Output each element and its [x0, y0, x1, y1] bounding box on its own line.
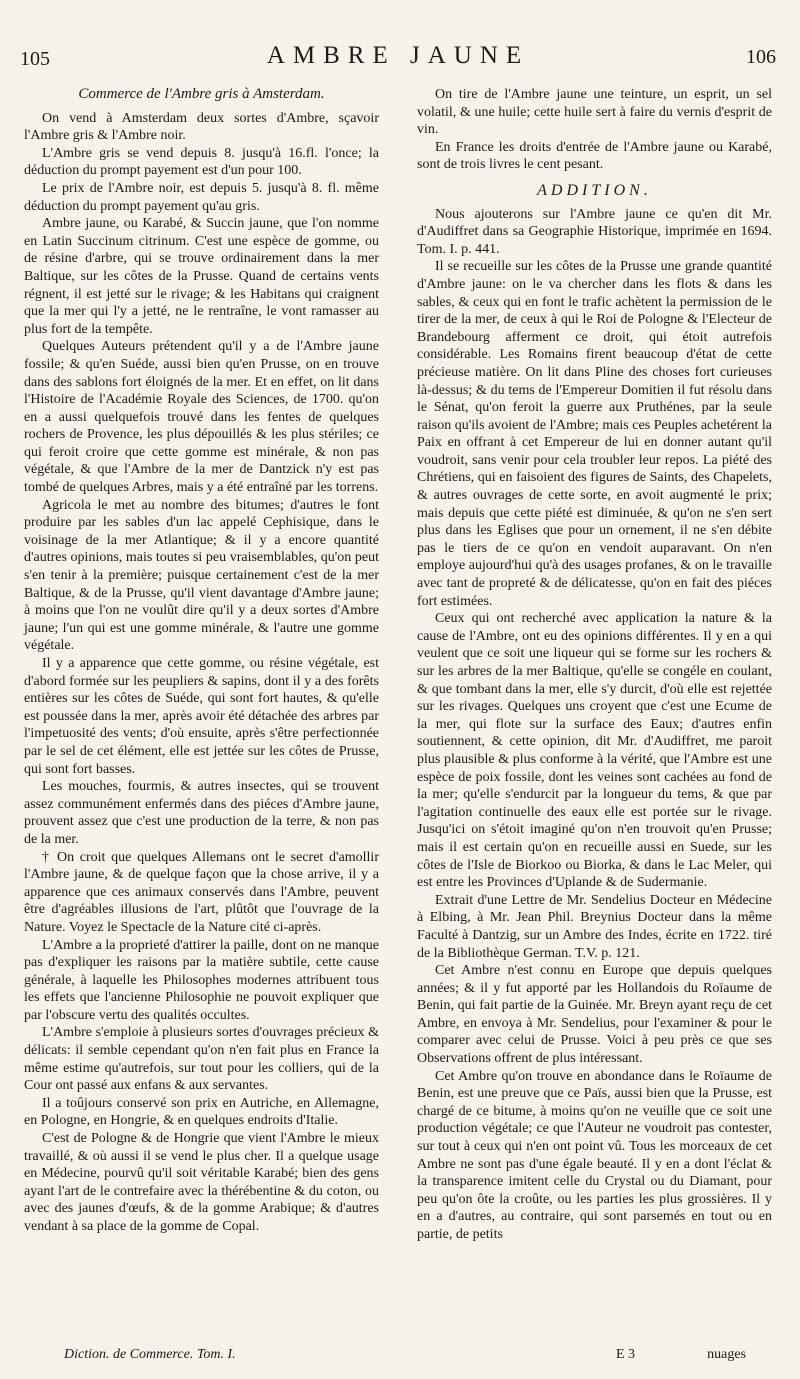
left-column: [24, 86, 379, 1236]
addition-heading: ADDITION.: [537, 181, 652, 199]
paragraph: Il se recueille sur les côtes de la Prusse une grande quantité d'Ambre jaune: on le va chercher dans les flots & dans les sables, & ceux qui en font le trafic achètent la permission de le tirer de la mer, de ceux à qui le Roi de Pologne & l'Electeur de Brandebourg afferment ce droit, qui étoit autrefois considérable. Les Romains firent beaucoup d'état de cette précieuse matière. On lit dans Pline des choses fort curieuses là-dessus; & du tems de l'Empereur Domitien il fut résolu dans le Sénat, qu'on feroit la guerre aux Pruthénes, par la seule raison qu'ils avoient de l'Ambre; mais ces Peuples achetérent la Paix en offrant à cet Empereur de lui en donner autant qu'il voudroit, sans venir pour cela troubler leur repos. La piété des Chrétiens, qui en faisoient des figures de Saints, des Chapelets, & autres ouvrages de cette sorte, en avoit augmenté le prix; mais depuis que cette piété est diminuée, & qu'on ne s'en sert plus dans les Eglises que pour un ornement, il ne s'en débite pas le tiers de ce qu'on en vendoit auparavant. On n'en employe aujourd'hui qu'à des usages profanes, & on le travaille avec tant de propreté & de délicatesse, qu'on en fait des piéces fort estimées.: [417, 259, 772, 609]
paragraph: Agricola le met au nombre des bitumes; d'autres le font produire par les sables d'un lac appelé Cephisique, dans le voisinage de la mer Atlantique; & il y a encore quantité d'autres opinions, mais toutes si peu vraisemblables, qu'on peut s'en tenir à la première; puisque certainement c'est de la mer Baltique, & de la Prusse, qu'il vient davantage d'Ambre jaune; à moins que l'on ne voulût dire qu'il y a deux sortes d'Ambre jaune; l'un qui est une gomme minérale, & l'autre une gomme végétale.: [24, 497, 379, 654]
running-title: AMBRE JAUNE: [266, 42, 530, 69]
paragraph: † On croit que quelques Allemans ont le secret d'amollir l'Ambre jaune, & de quelque façon que la chose arrive, il y a apparence que ces animaux conservés dans l'Ambre, peuvent être d'agréables illusions de l'art, plûtôt que l'ouvrage de la Nature. Voyez le Spectacle de la Nature cité ci-après.: [24, 849, 379, 935]
paragraph: Les mouches, fourmis, & autres insectes, qui se trouvent assez communément enfermés dans des piéces d'Ambre jaune, prouvent assez que c'est une production de la terre, & non pas de la mer.: [24, 779, 379, 847]
paragraph: Extrait d'une Lettre de Mr. Sendelius Docteur en Médecine à Elbing, à Mr. Jean Phil. Breynius Docteur dans la même Faculté à Dantzig, sur un Ambre des Indes, écrite en 1722. tiré de la Bibliothèque German. T.V. p. 121.: [417, 892, 772, 961]
footer-source: Diction. de Commerce. Tom. I.: [64, 1347, 236, 1362]
paragraph: L'Ambre s'emploie à plusieurs sortes d'ouvrages précieux & délicats: il semble cependant qu'on n'en fait plus en France la même estime qu'autrefois, sur tout pour les colliers, qui de la Cour ont passé aux enfans & aux servantes.: [24, 1025, 379, 1094]
catchword: nuages: [707, 1347, 746, 1362]
paragraph: Cet Ambre qu'on trouve en abondance dans le Roïaume de Benin, est une preuve que ce Païs, aussi bien que la Prusse, est chargé de ce bitume, à moins qu'on ne veuille que ce soit une production végétale; ce que l'Auteur ne voudroit pas contester, sur tout à ceux qui n'en ont point vû. Tous les morceaux de cet Ambre ne sont pas d'une égale beauté. Il y en a dont l'éclat & la transparence imitent celle du Crystal ou du Diamant, pour peu qu'on ôte la croûte, ou les parties les plus grossières. Il y en a d'autres, au contraire, qui sont parsemés en tout ou en partie, de petits: [417, 1068, 772, 1242]
running-header: [20, 36, 776, 74]
paragraph: On tire de l'Ambre jaune une teinture, un esprit, un sel volatil, & une huile; cette huile sert à faire du vernis d'esprit de vin.: [417, 87, 772, 138]
paragraph: Nous ajouterons sur l'Ambre jaune ce qu'en dit Mr. d'Audiffret dans sa Geographie Historique, imprimée en 1694. Tom. I. p. 441.: [417, 206, 772, 257]
signature-mark: E 3: [616, 1347, 636, 1362]
paragraph: Quelques Auteurs prétendent qu'il y a de l'Ambre jaune fossile; & qu'en Suéde, aussi bien qu'en Prusse, on en trouve dans des sablons fort éloignés de la mer. Et en effet, on lit dans l'Histoire de l'Académie Royale des Sciences, de 1700. qu'on en a aussi quelquefois trouvé dans les fentes de quelques rochers de Provence, les plus dépouillés & les plus stériles; ce qui feroit croire que cette gomme est minérale, & non pas végétale, & que l'Ambre de la mer de Dantzick n'y est pas tombé de quelques Arbres, mais y a été entraîné par les torrens.: [24, 339, 379, 496]
paragraph: C'est de Pologne & de Hongrie que vient l'Ambre le mieux travaillé, & où aussi il se vend le plus cher. Il a quelque usage en Médecine, pourvû qu'il soit véritable Karabé; bien des gens ayant l'art de le contrefaire avec la thérébentine & du coton, ou avec des jaunes d'œufs, & de la gomme Arabique; & d'autres vendant à sa place de la gomme de Copal.: [24, 1131, 379, 1234]
paragraph: Il a toûjours conservé son prix en Autriche, en Allemagne, en Pologne, en Hongrie, & en quelques endroits d'Italie.: [24, 1095, 379, 1129]
paragraph: L'Ambre gris se vend depuis 8. jusqu'à 16.fl. l'once; la déduction du prompt payement est d'un pour 100.: [24, 145, 379, 179]
paragraph: Ceux qui ont recherché avec application la nature & la cause de l'Ambre, ont eu des opinions différentes. Il y en a qui veulent que ce soit une liqueur qui se forme sur les rochers & sur les arbres de la mer Baltique, qu'elle se congéle en coulant, & que tombant dans la mer, elle s'y durcit, d'où elle est rejettée sur les rivages. Quelques uns croyent que c'est une Ecume de la mer, qui flote sur la surface des Eaux; d'autres enfin soutiennent, & cette opinion, dit Mr. d'Audiffret, me paroit plus plausible & plus conforme à la vérité, que l'Ambre est une espèce de poix fossile, dont les veines sont cachées au fond de la mer; qu'elle s'endurcit par la longueur du tems, & que par l'agitation continuelle des eaux elle est portée sur le rivage. Jusqu'ici on s'étoit imaginé qu'on n'en trouvoit qu'en Prusse; mais il est certain qu'on en recueille aussi en Suede, sur les côtes de l'Isle de Biorkoo ou Biorka, & dans le Lac Meler, qui est entre les Provinces d'Uplande & de Sudermanie.: [417, 611, 772, 891]
paragraph: L'Ambre a la proprieté d'attirer la paille, dont on ne manque pas d'expliquer les raisons par la matière subtile, cette cause générale, à laquelle les Philosophes modernes attribuent tous les effets que l'ancienne Philosophie ne pouvoit expliquer que par l'obscure vertu des qualités occultes.: [24, 937, 379, 1023]
paragraph: Le prix de l'Ambre noir, est depuis 5. jusqu'à 8. fl. même déduction du prompt payement qu'au gris.: [24, 180, 379, 214]
right-column: [417, 86, 772, 1244]
paragraph: Cet Ambre n'est connu en Europe que depuis quelques années; & il y fut apporté par les Hollandois du Roïaume de Benin, qui fait partie de la Guinée. Mr. Breyn ayant reçu de cet Ambre, en envoya à Mr. Sendelius, pour l'examiner & pour le comparer avec celui de Prusse. Voici à peu près ce que ses Observations offrent de plus intéressant.: [417, 963, 772, 1067]
paragraph: Il y a apparence que cette gomme, ou résine végétale, est d'abord formée sur les peupliers & sapins, dont il y a des forêts entières sur les côtes de Suéde, qui sont fort hautes, & qu'elle est poussée dans la mer, après avoir été détachée des arbres par l'impetuosité des vents; d'où ensuite, après s'être perfectionnée par le sel de cet élément, elle est jettée sur les côtes de Prusse, qui sont fort basses.: [24, 656, 379, 777]
paragraph: En France les droits d'entrée de l'Ambre jaune ou Karabé, sont de trois livres le cent pesant.: [417, 139, 772, 173]
paragraph: On vend à Amsterdam deux sortes d'Ambre, sçavoir l'Ambre gris & l'Ambre noir.: [24, 110, 379, 144]
paragraph: Ambre jaune, ou Karabé, & Succin jaune, que l'on nomme en Latin Succinum citrinum. C'est une espèce de gomme, ou de résine d'arbre, qui se trouve ordinairement dans la mer Baltique, sur les côtes de la Prusse. Quand de certains vents régnent, il est jetté sur le rivage; & les Habitans qui craignent que la mer qui l'y a jetté, ne le rentraîne, le vont ramasser au plus fort de la tempête.: [24, 216, 379, 337]
section-heading-ambre-gris: Commerce de l'Ambre gris à Amsterdam.: [78, 86, 325, 102]
page-number-left: 105: [20, 48, 50, 70]
page-footer: [24, 1347, 776, 1371]
page-number-right: 106: [746, 46, 776, 68]
